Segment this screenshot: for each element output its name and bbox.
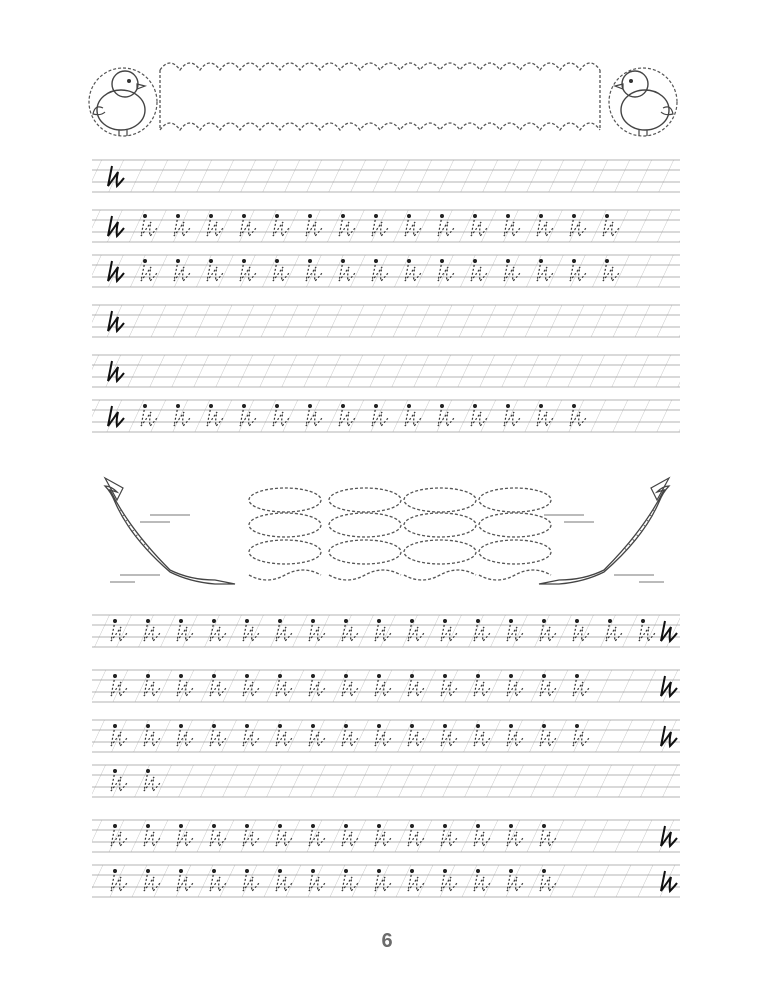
start-dot — [212, 724, 216, 728]
writing-row — [92, 670, 680, 702]
start-dot — [377, 824, 381, 828]
start-dot — [113, 724, 117, 728]
start-dot — [476, 869, 480, 873]
start-dot — [542, 619, 546, 623]
start-dot — [476, 824, 480, 828]
start-dot — [542, 869, 546, 873]
start-dot — [275, 214, 279, 218]
start-dot — [179, 619, 183, 623]
start-dot — [443, 824, 447, 828]
start-dot — [113, 769, 117, 773]
writing-row — [92, 400, 680, 432]
start-dot — [242, 259, 246, 263]
start-dot — [410, 824, 414, 828]
start-dot — [641, 619, 645, 623]
start-dot — [278, 869, 282, 873]
start-dot — [542, 674, 546, 678]
start-dot — [473, 214, 477, 218]
start-dot — [212, 869, 216, 873]
start-dot — [113, 619, 117, 623]
writing-row — [92, 305, 680, 337]
wavy-dashed-frame — [160, 63, 600, 130]
start-dot — [179, 724, 183, 728]
start-dot — [476, 674, 480, 678]
start-dot — [575, 619, 579, 623]
start-dot — [575, 724, 579, 728]
start-dot — [179, 674, 183, 678]
start-dot — [176, 404, 180, 408]
start-dot — [377, 724, 381, 728]
start-dot — [473, 259, 477, 263]
start-dot — [245, 674, 249, 678]
start-dot — [245, 824, 249, 828]
start-dot — [212, 824, 216, 828]
upper-writing-rows — [92, 160, 680, 432]
start-dot — [572, 214, 576, 218]
writing-row — [92, 160, 680, 192]
start-dot — [473, 404, 477, 408]
page-number: 6 — [381, 930, 393, 952]
chick-icon — [89, 68, 157, 136]
writing-row — [92, 615, 680, 647]
start-dot — [410, 724, 414, 728]
start-dot — [113, 824, 117, 828]
start-dot — [344, 619, 348, 623]
start-dot — [311, 619, 315, 623]
dashed-loops — [249, 488, 551, 580]
start-dot — [278, 619, 282, 623]
start-dot — [608, 619, 612, 623]
start-dot — [407, 214, 411, 218]
start-dot — [410, 869, 414, 873]
start-dot — [146, 824, 150, 828]
start-dot — [572, 404, 576, 408]
start-dot — [278, 674, 282, 678]
writing-row — [92, 210, 680, 242]
start-dot — [440, 259, 444, 263]
chick-icon — [609, 68, 677, 136]
start-dot — [410, 674, 414, 678]
start-dot — [344, 724, 348, 728]
writing-row — [92, 720, 680, 752]
writing-row — [92, 765, 680, 797]
start-dot — [311, 824, 315, 828]
start-dot — [212, 619, 216, 623]
pike-fish-icon — [539, 478, 669, 584]
start-dot — [476, 724, 480, 728]
start-dot — [245, 724, 249, 728]
start-dot — [275, 404, 279, 408]
start-dot — [440, 214, 444, 218]
start-dot — [245, 869, 249, 873]
start-dot — [575, 674, 579, 678]
start-dot — [374, 404, 378, 408]
start-dot — [377, 674, 381, 678]
start-dot — [179, 869, 183, 873]
start-dot — [242, 404, 246, 408]
start-dot — [146, 724, 150, 728]
start-dot — [146, 869, 150, 873]
start-dot — [506, 404, 510, 408]
start-dot — [176, 214, 180, 218]
start-dot — [407, 259, 411, 263]
start-dot — [308, 404, 312, 408]
start-dot — [410, 619, 414, 623]
start-dot — [341, 214, 345, 218]
start-dot — [278, 824, 282, 828]
start-dot — [209, 214, 213, 218]
start-dot — [374, 259, 378, 263]
start-dot — [377, 869, 381, 873]
start-dot — [209, 404, 213, 408]
start-dot — [509, 869, 513, 873]
start-dot — [212, 674, 216, 678]
start-dot — [539, 404, 543, 408]
start-dot — [539, 214, 543, 218]
start-dot — [341, 404, 345, 408]
start-dot — [245, 619, 249, 623]
start-dot — [278, 724, 282, 728]
top-decoration — [89, 63, 677, 136]
start-dot — [242, 214, 246, 218]
start-dot — [341, 259, 345, 263]
writing-row — [92, 355, 680, 387]
start-dot — [443, 619, 447, 623]
start-dot — [476, 619, 480, 623]
start-dot — [311, 674, 315, 678]
middle-decoration — [105, 478, 669, 584]
start-dot — [143, 259, 147, 263]
start-dot — [143, 214, 147, 218]
start-dot — [443, 869, 447, 873]
start-dot — [308, 259, 312, 263]
writing-row — [92, 865, 680, 897]
start-dot — [509, 824, 513, 828]
start-dot — [506, 214, 510, 218]
start-dot — [377, 619, 381, 623]
start-dot — [344, 869, 348, 873]
start-dot — [308, 214, 312, 218]
start-dot — [374, 214, 378, 218]
start-dot — [509, 724, 513, 728]
start-dot — [146, 769, 150, 773]
start-dot — [605, 259, 609, 263]
start-dot — [344, 674, 348, 678]
pike-fish-icon — [105, 478, 235, 584]
start-dot — [311, 869, 315, 873]
start-dot — [572, 259, 576, 263]
start-dot — [143, 404, 147, 408]
writing-row — [92, 255, 680, 287]
start-dot — [506, 259, 510, 263]
start-dot — [542, 824, 546, 828]
start-dot — [179, 824, 183, 828]
start-dot — [542, 724, 546, 728]
start-dot — [509, 619, 513, 623]
start-dot — [344, 824, 348, 828]
start-dot — [509, 674, 513, 678]
start-dot — [440, 404, 444, 408]
start-dot — [176, 259, 180, 263]
start-dot — [146, 674, 150, 678]
start-dot — [113, 869, 117, 873]
start-dot — [407, 404, 411, 408]
start-dot — [113, 674, 117, 678]
start-dot — [605, 214, 609, 218]
start-dot — [443, 724, 447, 728]
writing-row — [92, 820, 680, 852]
start-dot — [209, 259, 213, 263]
start-dot — [146, 619, 150, 623]
lower-writing-rows — [92, 615, 680, 897]
start-dot — [539, 259, 543, 263]
start-dot — [443, 674, 447, 678]
start-dot — [311, 724, 315, 728]
start-dot — [275, 259, 279, 263]
